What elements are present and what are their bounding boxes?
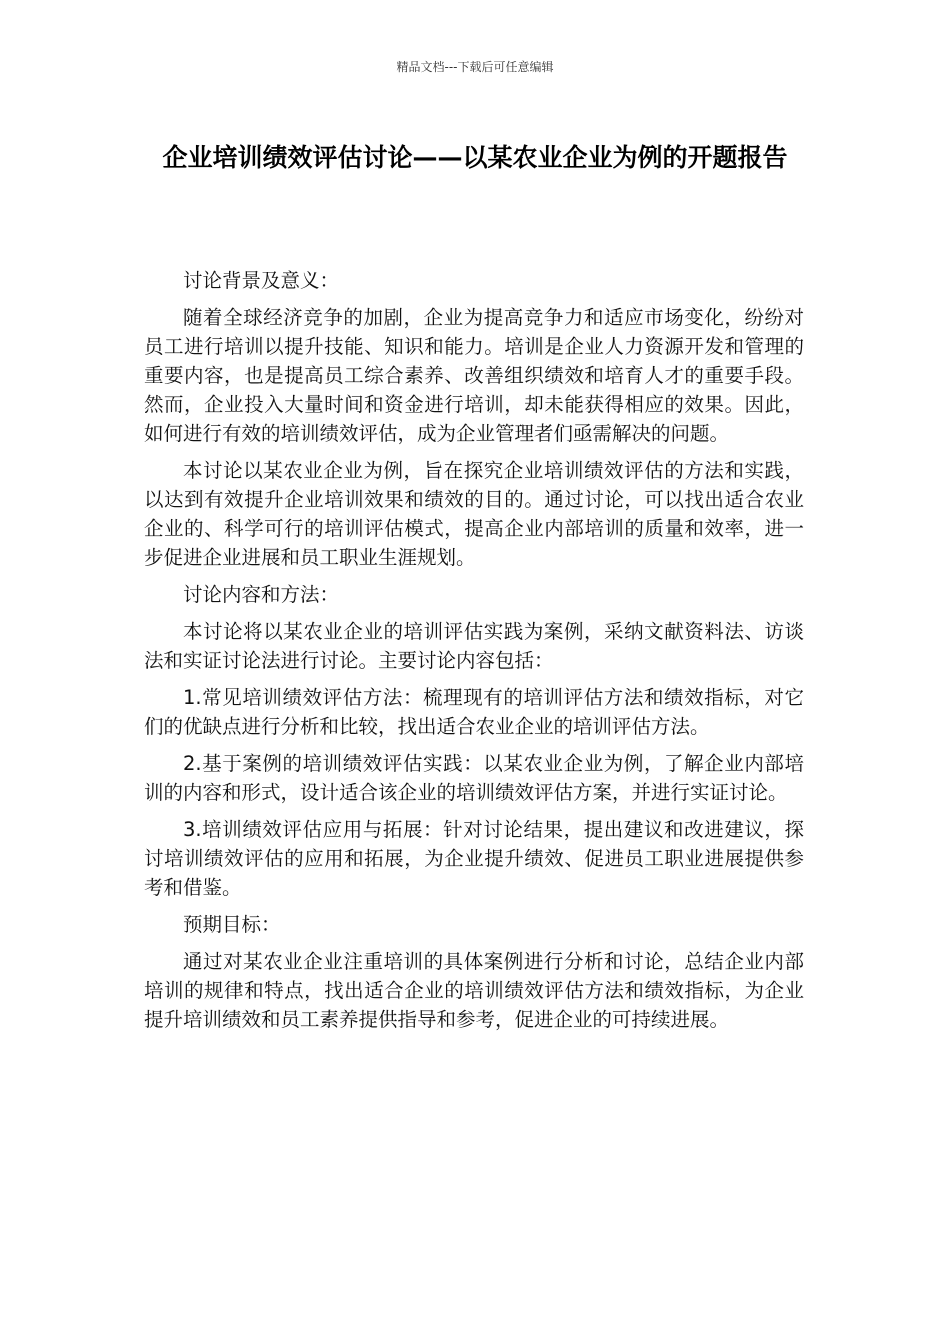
section-heading-expected-goals: 预期目标：: [183, 913, 281, 936]
paragraph-background-2: 本讨论以某农业企业为例，旨在探究企业培训绩效评估的方法和实践，以达到有效提升企业培训效果和绩效的目的。通过讨论，可以找出适合农业企业的、科学可行的培训评估模式，提高企业内部培训的质量和效率，进一步促进企业进展和员工职业生涯规划。: [144, 459, 804, 569]
section-heading-content-methods: 讨论内容和方法：: [183, 583, 340, 606]
list-item-1: 1.常见培训绩效评估方法：梳理现有的培训评估方法和绩效指标，对它们的优缺点进行分析和比较，找出适合农业企业的培训评估方法。: [144, 686, 804, 738]
list-item-3: 3.培训绩效评估应用与拓展：针对讨论结果，提出建议和改进建议，探讨培训绩效评估的应用和拓展，为企业提升绩效、促进员工职业进展提供参考和借鉴。: [144, 818, 804, 899]
section-heading-background: 讨论背景及意义：: [183, 269, 340, 292]
paragraph-background-1: 随着全球经济竞争的加剧，企业为提高竞争力和适应市场变化，纷纷对员工进行培训以提升技能、知识和能力。培训是企业人力资源开发和管理的重要内容，也是提高员工综合素养、改善组织绩效和培育人才的重要手段。然而，企业投入大量时间和资金进行培训，却未能获得相应的效果。因此，如何进行有效的培训绩效评估，成为企业管理者们亟需解决的问题。: [144, 306, 804, 445]
paragraph-methods-intro: 本讨论将以某农业企业的培训评估实践为案例，采纳文献资料法、访谈法和实证讨论法进行讨论。主要讨论内容包括：: [144, 620, 804, 672]
list-item-2: 2.基于案例的培训绩效评估实践：以某农业企业为例，了解企业内部培训的内容和形式，设计适合该企业的培训绩效评估方案，并进行实证讨论。: [144, 752, 804, 804]
document-body: [144, 266, 804, 1042]
paragraph-expected-goals: 通过对某农业企业注重培训的具体案例进行分析和讨论，总结企业内部培训的规律和特点，找出适合企业的培训绩效评估方法和绩效指标，为企业提升培训绩效和员工素养提供指导和参考，促进企业的可持续进展。: [144, 950, 804, 1031]
header-note: 精品文档---下载后可任意编辑: [396, 60, 554, 74]
document-title: 企业培训绩效评估讨论——以某农业企业为例的开题报告: [162, 143, 788, 172]
